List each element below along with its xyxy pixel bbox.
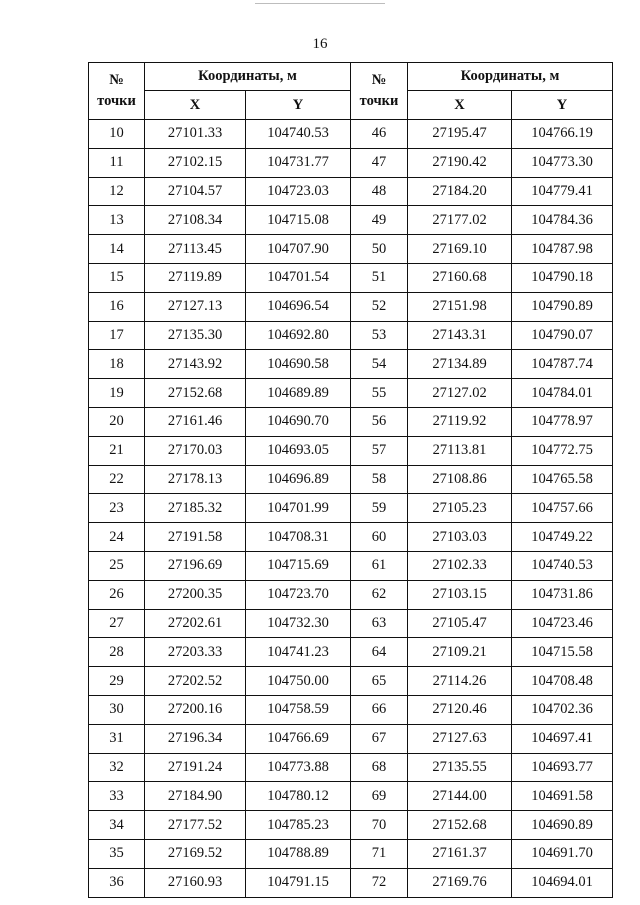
point-number-cell: 59 bbox=[351, 494, 408, 523]
point-number-cell: 62 bbox=[351, 580, 408, 609]
y-coordinate-cell: 104693.77 bbox=[512, 753, 613, 782]
point-number-cell: 30 bbox=[89, 695, 145, 724]
y-coordinate-cell: 104690.89 bbox=[512, 811, 613, 840]
x-coordinate-cell: 27202.61 bbox=[145, 609, 246, 638]
y-coordinate-cell: 104697.41 bbox=[512, 724, 613, 753]
x-coordinate-cell: 27169.52 bbox=[145, 839, 246, 868]
table-row bbox=[89, 609, 613, 638]
y-coordinate-cell: 104758.59 bbox=[246, 695, 351, 724]
y-coordinate-cell: 104772.75 bbox=[512, 436, 613, 465]
y-coordinate-cell: 104779.41 bbox=[512, 177, 613, 206]
point-number-cell: 72 bbox=[351, 868, 408, 897]
point-number-cell: 13 bbox=[89, 206, 145, 235]
y-coordinate-cell: 104723.03 bbox=[246, 177, 351, 206]
table-row bbox=[89, 695, 613, 724]
point-number-cell: 53 bbox=[351, 321, 408, 350]
x-coordinate-cell: 27152.68 bbox=[408, 811, 512, 840]
table-row bbox=[89, 724, 613, 753]
point-number-cell: 36 bbox=[89, 868, 145, 897]
x-coordinate-cell: 27108.34 bbox=[145, 206, 246, 235]
y-header-right: Y bbox=[512, 91, 613, 120]
coords-header-right: Координаты, м bbox=[408, 63, 613, 91]
point-number-cell: 26 bbox=[89, 580, 145, 609]
y-coordinate-cell: 104723.70 bbox=[246, 580, 351, 609]
point-number-cell: 18 bbox=[89, 350, 145, 379]
point-number-cell: 56 bbox=[351, 407, 408, 436]
point-number-cell: 19 bbox=[89, 379, 145, 408]
x-coordinate-cell: 27103.15 bbox=[408, 580, 512, 609]
y-coordinate-cell: 104701.54 bbox=[246, 263, 351, 292]
table-row bbox=[89, 465, 613, 494]
coords-header-left: Координаты, м bbox=[145, 63, 351, 91]
x-coordinate-cell: 27105.23 bbox=[408, 494, 512, 523]
y-coordinate-cell: 104693.05 bbox=[246, 436, 351, 465]
x-coordinate-cell: 27127.63 bbox=[408, 724, 512, 753]
table-row bbox=[89, 839, 613, 868]
x-coordinate-cell: 27102.33 bbox=[408, 551, 512, 580]
y-coordinate-cell: 104740.53 bbox=[512, 551, 613, 580]
y-coordinate-cell: 104787.74 bbox=[512, 350, 613, 379]
x-coordinate-cell: 27104.57 bbox=[145, 177, 246, 206]
x-coordinate-cell: 27103.03 bbox=[408, 523, 512, 552]
x-coordinate-cell: 27113.45 bbox=[145, 235, 246, 264]
y-coordinate-cell: 104790.07 bbox=[512, 321, 613, 350]
x-coordinate-cell: 27109.21 bbox=[408, 638, 512, 667]
y-coordinate-cell: 104780.12 bbox=[246, 782, 351, 811]
point-number-cell: 52 bbox=[351, 292, 408, 321]
point-number-cell: 48 bbox=[351, 177, 408, 206]
x-coordinate-cell: 27185.32 bbox=[145, 494, 246, 523]
x-coordinate-cell: 27152.68 bbox=[145, 379, 246, 408]
table-header-row bbox=[89, 63, 613, 91]
y-coordinate-cell: 104707.90 bbox=[246, 235, 351, 264]
point-number-cell: 54 bbox=[351, 350, 408, 379]
point-number-cell: 46 bbox=[351, 120, 408, 149]
point-number-cell: 63 bbox=[351, 609, 408, 638]
point-number-cell: 61 bbox=[351, 551, 408, 580]
point-number-cell: 64 bbox=[351, 638, 408, 667]
y-coordinate-cell: 104723.46 bbox=[512, 609, 613, 638]
x-coordinate-cell: 27196.69 bbox=[145, 551, 246, 580]
table-row bbox=[89, 148, 613, 177]
y-coordinate-cell: 104732.30 bbox=[246, 609, 351, 638]
point-number-cell: 22 bbox=[89, 465, 145, 494]
point-number-cell: 60 bbox=[351, 523, 408, 552]
table-row bbox=[89, 436, 613, 465]
y-coordinate-cell: 104702.36 bbox=[512, 695, 613, 724]
x-coordinate-cell: 27151.98 bbox=[408, 292, 512, 321]
point-number-cell: 23 bbox=[89, 494, 145, 523]
point-number-cell: 67 bbox=[351, 724, 408, 753]
y-coordinate-cell: 104701.99 bbox=[246, 494, 351, 523]
y-coordinate-cell: 104692.80 bbox=[246, 321, 351, 350]
y-coordinate-cell: 104696.54 bbox=[246, 292, 351, 321]
point-number-cell: 25 bbox=[89, 551, 145, 580]
y-coordinate-cell: 104708.48 bbox=[512, 667, 613, 696]
point-number-cell: 15 bbox=[89, 263, 145, 292]
point-number-cell: 47 bbox=[351, 148, 408, 177]
point-number-cell: 51 bbox=[351, 263, 408, 292]
x-coordinate-cell: 27102.15 bbox=[145, 148, 246, 177]
x-coordinate-cell: 27144.00 bbox=[408, 782, 512, 811]
point-number-cell: 29 bbox=[89, 667, 145, 696]
x-coordinate-cell: 27190.42 bbox=[408, 148, 512, 177]
x-coordinate-cell: 27169.10 bbox=[408, 235, 512, 264]
point-number-cell: 69 bbox=[351, 782, 408, 811]
y-coordinate-cell: 104765.58 bbox=[512, 465, 613, 494]
x-coordinate-cell: 27169.76 bbox=[408, 868, 512, 897]
x-coordinate-cell: 27108.86 bbox=[408, 465, 512, 494]
y-coordinate-cell: 104750.00 bbox=[246, 667, 351, 696]
x-coordinate-cell: 27143.92 bbox=[145, 350, 246, 379]
point-number-cell: 32 bbox=[89, 753, 145, 782]
y-coordinate-cell: 104696.89 bbox=[246, 465, 351, 494]
x-header-right: X bbox=[408, 91, 512, 120]
y-coordinate-cell: 104691.58 bbox=[512, 782, 613, 811]
x-coordinate-cell: 27135.30 bbox=[145, 321, 246, 350]
x-coordinate-cell: 27184.90 bbox=[145, 782, 246, 811]
x-coordinate-cell: 27119.89 bbox=[145, 263, 246, 292]
table-row bbox=[89, 321, 613, 350]
x-coordinate-cell: 27203.33 bbox=[145, 638, 246, 667]
x-coordinate-cell: 27143.31 bbox=[408, 321, 512, 350]
x-coordinate-cell: 27195.47 bbox=[408, 120, 512, 149]
point-number-cell: 14 bbox=[89, 235, 145, 264]
table-row bbox=[89, 120, 613, 149]
y-coordinate-cell: 104790.89 bbox=[512, 292, 613, 321]
table-row bbox=[89, 667, 613, 696]
x-coordinate-cell: 27134.89 bbox=[408, 350, 512, 379]
point-number-cell: 34 bbox=[89, 811, 145, 840]
point-number-cell: 27 bbox=[89, 609, 145, 638]
point-number-cell: 21 bbox=[89, 436, 145, 465]
table-row bbox=[89, 523, 613, 552]
y-coordinate-cell: 104784.01 bbox=[512, 379, 613, 408]
point-number-header-left: № точки bbox=[89, 63, 145, 120]
point-number-cell: 68 bbox=[351, 753, 408, 782]
y-coordinate-cell: 104791.15 bbox=[246, 868, 351, 897]
table-row bbox=[89, 868, 613, 897]
x-coordinate-cell: 27177.52 bbox=[145, 811, 246, 840]
x-coordinate-cell: 27177.02 bbox=[408, 206, 512, 235]
y-coordinate-cell: 104740.53 bbox=[246, 120, 351, 149]
point-number-cell: 12 bbox=[89, 177, 145, 206]
y-coordinate-cell: 104766.19 bbox=[512, 120, 613, 149]
y-header-left: Y bbox=[246, 91, 351, 120]
x-coordinate-cell: 27202.52 bbox=[145, 667, 246, 696]
x-coordinate-cell: 27120.46 bbox=[408, 695, 512, 724]
table-row bbox=[89, 638, 613, 667]
point-number-cell: 28 bbox=[89, 638, 145, 667]
point-number-cell: 66 bbox=[351, 695, 408, 724]
x-coordinate-cell: 27114.26 bbox=[408, 667, 512, 696]
table-row bbox=[89, 350, 613, 379]
y-coordinate-cell: 104708.31 bbox=[246, 523, 351, 552]
y-coordinate-cell: 104784.36 bbox=[512, 206, 613, 235]
point-number-cell: 49 bbox=[351, 206, 408, 235]
x-coordinate-cell: 27113.81 bbox=[408, 436, 512, 465]
y-coordinate-cell: 104689.89 bbox=[246, 379, 351, 408]
point-number-cell: 35 bbox=[89, 839, 145, 868]
y-coordinate-cell: 104766.69 bbox=[246, 724, 351, 753]
y-coordinate-cell: 104788.89 bbox=[246, 839, 351, 868]
point-number-cell: 70 bbox=[351, 811, 408, 840]
point-number-cell: 31 bbox=[89, 724, 145, 753]
point-number-cell: 16 bbox=[89, 292, 145, 321]
y-coordinate-cell: 104715.08 bbox=[246, 206, 351, 235]
table-row bbox=[89, 177, 613, 206]
table-row bbox=[89, 263, 613, 292]
coordinates-table bbox=[88, 62, 613, 898]
y-coordinate-cell: 104690.58 bbox=[246, 350, 351, 379]
x-coordinate-cell: 27184.20 bbox=[408, 177, 512, 206]
table-row bbox=[89, 782, 613, 811]
x-coordinate-cell: 27127.13 bbox=[145, 292, 246, 321]
x-coordinate-cell: 27105.47 bbox=[408, 609, 512, 638]
x-coordinate-cell: 27119.92 bbox=[408, 407, 512, 436]
point-number-cell: 71 bbox=[351, 839, 408, 868]
point-number-cell: 10 bbox=[89, 120, 145, 149]
table-row bbox=[89, 292, 613, 321]
y-coordinate-cell: 104778.97 bbox=[512, 407, 613, 436]
y-coordinate-cell: 104749.22 bbox=[512, 523, 613, 552]
x-coordinate-cell: 27160.93 bbox=[145, 868, 246, 897]
y-coordinate-cell: 104787.98 bbox=[512, 235, 613, 264]
x-coordinate-cell: 27101.33 bbox=[145, 120, 246, 149]
point-number-cell: 58 bbox=[351, 465, 408, 494]
x-coordinate-cell: 27160.68 bbox=[408, 263, 512, 292]
x-coordinate-cell: 27127.02 bbox=[408, 379, 512, 408]
x-coordinate-cell: 27191.58 bbox=[145, 523, 246, 552]
point-number-cell: 55 bbox=[351, 379, 408, 408]
point-number-cell: 11 bbox=[89, 148, 145, 177]
x-coordinate-cell: 27200.35 bbox=[145, 580, 246, 609]
table-row bbox=[89, 551, 613, 580]
x-coordinate-cell: 27178.13 bbox=[145, 465, 246, 494]
x-coordinate-cell: 27161.46 bbox=[145, 407, 246, 436]
table-row bbox=[89, 407, 613, 436]
y-coordinate-cell: 104690.70 bbox=[246, 407, 351, 436]
y-coordinate-cell: 104691.70 bbox=[512, 839, 613, 868]
y-coordinate-cell: 104757.66 bbox=[512, 494, 613, 523]
point-number-cell: 17 bbox=[89, 321, 145, 350]
x-coordinate-cell: 27161.37 bbox=[408, 839, 512, 868]
y-coordinate-cell: 104715.58 bbox=[512, 638, 613, 667]
y-coordinate-cell: 104731.77 bbox=[246, 148, 351, 177]
table-row bbox=[89, 235, 613, 264]
point-number-cell: 57 bbox=[351, 436, 408, 465]
x-coordinate-cell: 27196.34 bbox=[145, 724, 246, 753]
x-coordinate-cell: 27191.24 bbox=[145, 753, 246, 782]
x-coordinate-cell: 27200.16 bbox=[145, 695, 246, 724]
y-coordinate-cell: 104790.18 bbox=[512, 263, 613, 292]
table-row bbox=[89, 580, 613, 609]
y-coordinate-cell: 104773.30 bbox=[512, 148, 613, 177]
table-row bbox=[89, 379, 613, 408]
point-number-cell: 33 bbox=[89, 782, 145, 811]
point-number-cell: 24 bbox=[89, 523, 145, 552]
table-row bbox=[89, 206, 613, 235]
x-coordinate-cell: 27170.03 bbox=[145, 436, 246, 465]
y-coordinate-cell: 104694.01 bbox=[512, 868, 613, 897]
top-rule bbox=[255, 3, 385, 4]
point-number-cell: 65 bbox=[351, 667, 408, 696]
y-coordinate-cell: 104741.23 bbox=[246, 638, 351, 667]
table-row bbox=[89, 753, 613, 782]
x-header-left: X bbox=[145, 91, 246, 120]
table-row bbox=[89, 811, 613, 840]
point-number-header-right: № точки bbox=[351, 63, 408, 120]
page-number: 16 bbox=[312, 36, 328, 52]
point-number-cell: 20 bbox=[89, 407, 145, 436]
y-coordinate-cell: 104773.88 bbox=[246, 753, 351, 782]
y-coordinate-cell: 104715.69 bbox=[246, 551, 351, 580]
table-row bbox=[89, 494, 613, 523]
point-number-cell: 50 bbox=[351, 235, 408, 264]
y-coordinate-cell: 104731.86 bbox=[512, 580, 613, 609]
y-coordinate-cell: 104785.23 bbox=[246, 811, 351, 840]
x-coordinate-cell: 27135.55 bbox=[408, 753, 512, 782]
